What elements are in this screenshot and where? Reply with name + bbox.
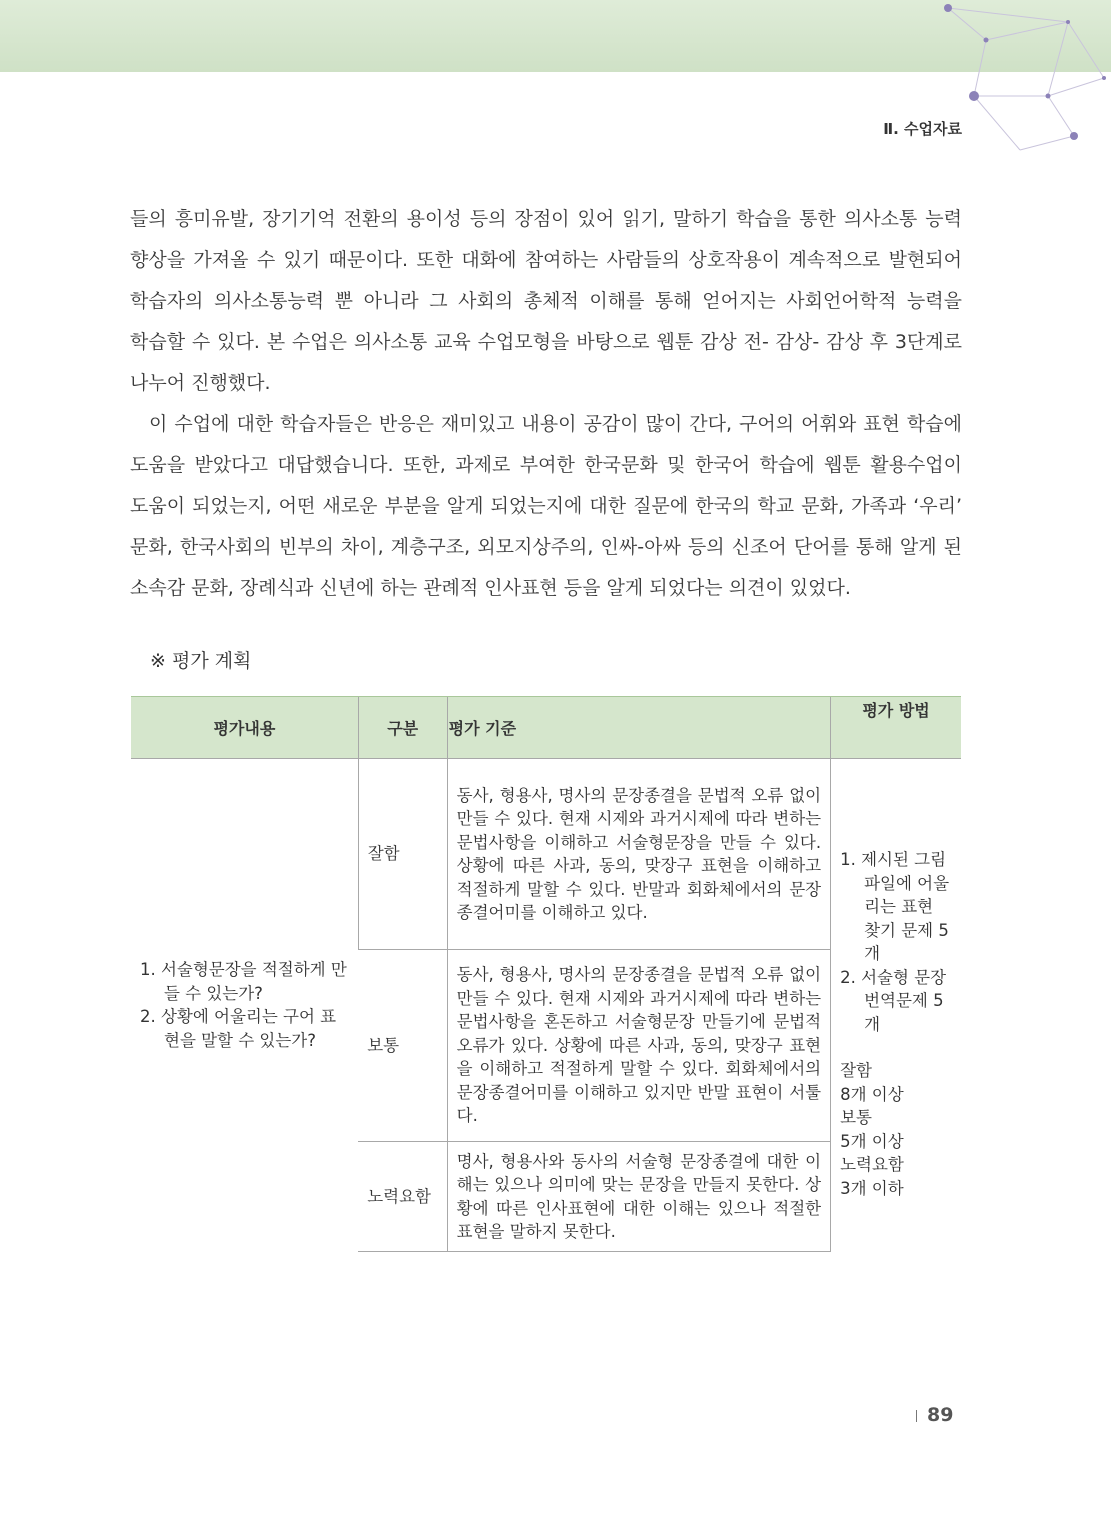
- eval-plan-table: [131, 696, 961, 1252]
- list-item: 2. 상황에 어울리는 구어 표현을 말할 수 있는가?: [140, 1007, 337, 1050]
- column-header: 구분: [358, 697, 447, 759]
- score-value: 5개 이상: [840, 1131, 904, 1151]
- score-label: 노력요함: [840, 1155, 904, 1175]
- grade-cell: 노력요함: [358, 1142, 447, 1252]
- score-label: 잘함: [840, 1061, 872, 1081]
- score-label: 보통: [840, 1108, 872, 1128]
- eval-method-cell: [831, 759, 961, 1252]
- eval-plan-heading: ※ 평가 계획: [150, 650, 252, 672]
- list-item: 2. 서술형 문장 번역문제 5개: [840, 967, 947, 1034]
- list-item: 1. 제시된 그림파일에 어울리는 표현 찾기 문제 5개: [840, 850, 950, 964]
- grade-cell: 보통: [358, 950, 447, 1142]
- page-number: [916, 1404, 953, 1426]
- paragraph: 이 수업에 대한 학습자들은 반응은 재미있고 내용이 공감이 많이 간다, 구어의 어휘와 표현 학습에 도움을 받았다고 대답했습니다. 또한, 과제로 부여한 한국문화 및 한국어 학습에 웹툰 활용수업이 도움이 되었는지, 어떤 새로운 부분을 알게 되었는지에 대한 질문에 한국의 학교 문화, 가족과 ‘우리’ 문화, 한국사회의 빈부의 차이, 계층구조, 외모지상주의, 인싸-아싸 등의 신조어 단어를 통해 알게 된 소속감 문화, 장례식과 신년에 하는 관례적 인사표현 등을 알게 되었다는 의견이 있었다.: [130, 413, 962, 599]
- eval-content-cell: [131, 759, 358, 1252]
- paragraph: 들의 흥미유발, 장기기억 전환의 용이성 등의 장점이 있어 읽기, 말하기 학습을 통한 의사소통 능력 향상을 가져올 수 있기 때문이다. 또한 대화에 참여하는 사람들의 상호작용이 계속적으로 발현되어 학습자의 의사소통능력 뿐 아니라 그 사회의 총체적 이해를 통해 얻어지는 사회언어학적 능력을 학습할 수 있다. 본 수업은 의사소통 교육 수업모형을 바탕으로 웹툰 감상 전- 감상- 감상 후 3단계로 나누어 진행했다.: [130, 208, 962, 394]
- page-number-divider: [916, 1410, 917, 1422]
- score-value: 8개 이상: [840, 1084, 904, 1104]
- criteria-cell: 명사, 형용사와 동사의 서술형 문장종결에 대한 이해는 있으나 의미에 맞는 문장을 만들지 못한다. 상황에 따른 인사표현에 대한 이해는 있으나 적절한 표현을 말하지 못한다.: [447, 1142, 830, 1252]
- section-label: Ⅱ. 수업자료: [883, 120, 962, 138]
- page-number-text: 89: [927, 1404, 954, 1426]
- column-header: 평가 기준: [447, 697, 830, 759]
- column-header: 평가내용: [131, 697, 358, 759]
- table-row: [131, 759, 961, 950]
- criteria-cell: 동사, 형용사, 명사의 문장종결을 문법적 오류 없이 만들 수 있다. 현재 시제와 과거시제에 따라 변하는 문법사항을 이해하고 서술형문장을 만들 수 있다. 상황에 따른 사과, 동의, 맞장구 표현을 이해하고 적절하게 말할 수 있다. 반말과 회화체에서의 문장종결어미를 이해하고 있다.: [447, 759, 830, 950]
- column-header: 평가 방법: [831, 697, 961, 759]
- score-value: 3개 이하: [840, 1178, 904, 1198]
- criteria-cell: 동사, 형용사, 명사의 문장종결을 문법적 오류 없이 만들 수 있다. 현재 시제와 과거시제에 따라 변하는 문법사항을 혼돈하고 서술형문장 만들기에 문법적 오류가 있다. 상황에 따른 사과, 동의, 맞장구 표현을 이해하고 적절하게 말할 수 있다. 회화체에서의 문장종결어미를 이해하고 있지만 반말 표현이 서툴다.: [447, 950, 830, 1142]
- grade-cell: 잘함: [358, 759, 447, 950]
- list-item: 1. 서술형문장을 적절하게 만들 수 있는가?: [140, 960, 347, 1003]
- body-text: [130, 199, 962, 609]
- table-header-row: [131, 697, 961, 759]
